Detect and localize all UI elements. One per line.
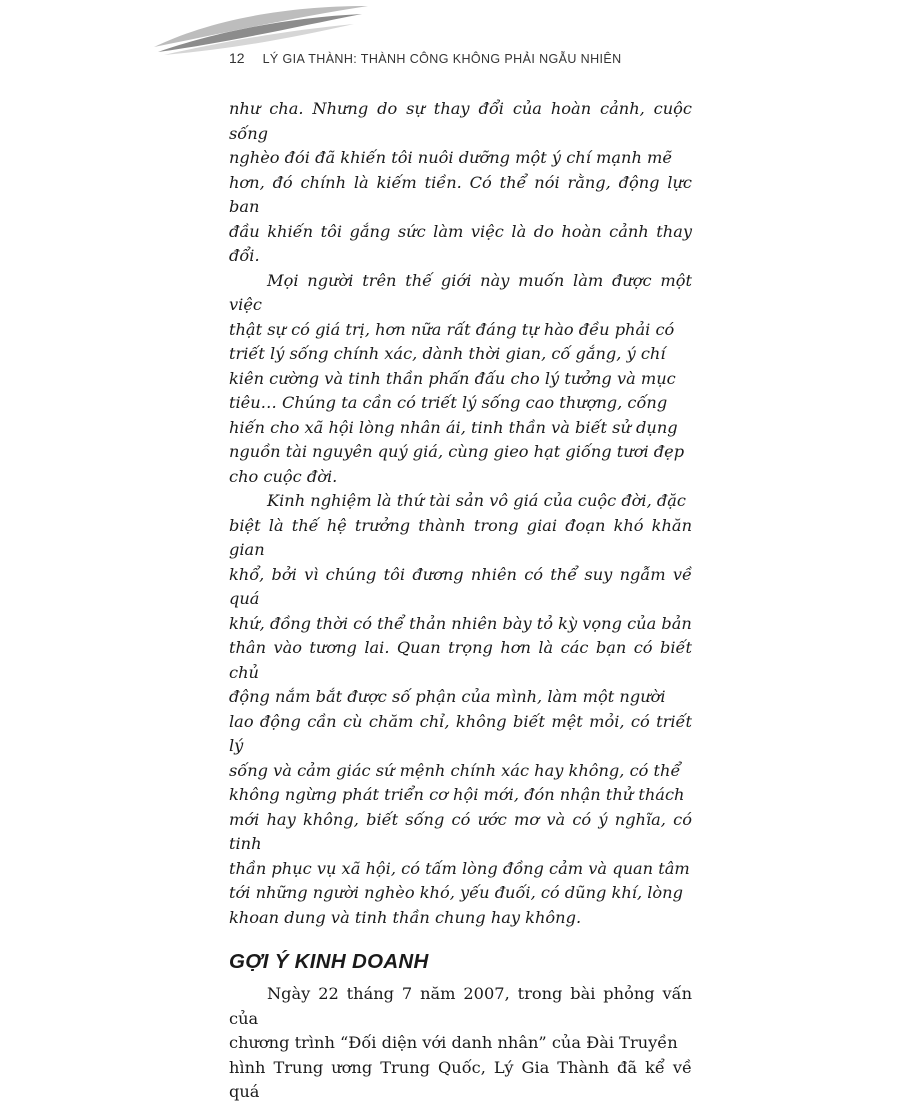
section-heading: GỢI Ý KINH DOANH xyxy=(229,950,429,973)
page-number: 12 xyxy=(229,50,245,66)
paragraph-4: Ngày 22 tháng 7 năm 2007, trong bài phỏng vấn của chương trình “Đối diện với danh nhân” của Đài Truyền hình Trung ương Trung Quốc, Lý Gia Thành đã kể về quá xyxy=(229,984,692,1101)
running-title: LÝ GIA THÀNH: THÀNH CÔNG KHÔNG PHẢI NGẪU NHIÊN xyxy=(262,52,622,66)
paragraph-1: như cha. Nhưng do sự thay đổi của hoàn cảnh, cuộc sống nghèo đói đã khiến tôi nuôi dưỡng một ý chí mạnh mẽ hơn, đó chính là kiếm tiền. Có thể nói rằng, động lực ban đầu khiến tôi gắng sức làm việc là do hoàn cảnh thay đổi. xyxy=(229,99,692,265)
page-body xyxy=(229,97,692,1105)
paragraph-3: Kinh nghiệm là thứ tài sản vô giá của cuộc đời, đặc biệt là thế hệ trưởng thành trong giai đoạn khó khăn gian khổ, bởi vì chúng tôi đương nhiên có thể suy ngẫm về quá khứ, đồng thời có thể thản nhiên bày tỏ kỳ vọng của bản thân vào tương lai. Quan trọng hơn là các bạn có biết chủ động nắm bắt được số phận của mình, làm một người lao động cần cù chăm chỉ, không biết mệt mỏi, có triết lý sống và cảm giác sứ mệnh chính xác hay không, có thể không ngừng phát triển cơ hội mới, đón nhận thử thách mới hay không, biết sống có ước mơ và có ý nghĩa, có tinh thần phục vụ xã hội, có tấm lòng đồng cảm và quan tâm tới những người nghèo khó, yếu đuối, có dũng khí, lòng khoan dung và tinh thần chung hay không. xyxy=(229,491,692,927)
running-header xyxy=(229,50,699,66)
paragraph-2: Mọi người trên thế giới này muốn làm được một việc thật sự có giá trị, hơn nữa rất đáng tự hào đều phải có triết lý sống chính xác, dành thời gian, cố gắng, ý chí kiên cường và tinh thần phấn đấu cho lý tưởng và mục tiêu… Chúng ta cần có triết lý sống cao thượng, cống hiến cho xã hội lòng nhân ái, tinh thần và biết sử dụng nguồn tài nguyên quý giá, cùng gieo hạt giống tươi đẹp cho cuộc đời. xyxy=(229,270,692,486)
